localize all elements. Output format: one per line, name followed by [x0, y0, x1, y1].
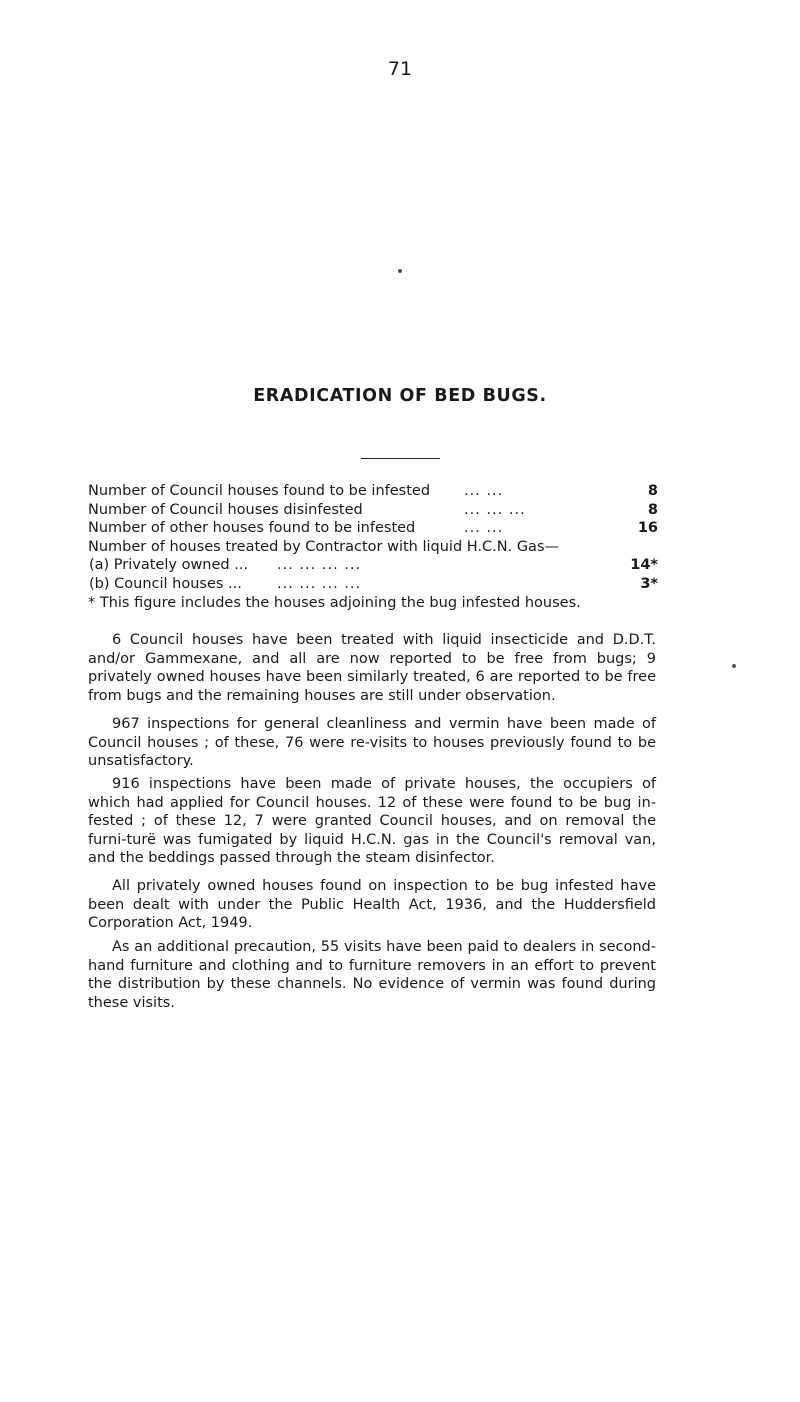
- stat-leader: ... ... ... ...: [277, 557, 362, 574]
- paragraph: 967 inspections for general cleanliness and vermin have been made of Council houses ; of these, 76 were re-visits to houses previously found to be unsatisfactory.: [88, 716, 656, 770]
- stat-leader: ... ... ... ...: [277, 575, 362, 592]
- stat-row: [88, 556, 658, 575]
- stat-label: Number of Council houses disinfested: [88, 501, 363, 518]
- stat-leader: ... ...: [464, 483, 504, 499]
- stray-mark: [732, 664, 736, 668]
- stat-leader: ... ... ...: [464, 501, 526, 518]
- stat-row: [88, 575, 658, 594]
- stat-row: [88, 482, 658, 501]
- page-title: ERADICATION OF BED BUGS.: [253, 386, 547, 406]
- stat-value: 14*: [630, 557, 658, 574]
- stat-value: 3*: [640, 575, 658, 592]
- stat-leader: [559, 538, 618, 557]
- stat-value: [618, 538, 658, 557]
- page-number: 71: [387, 58, 413, 80]
- stat-value: 8: [647, 483, 658, 499]
- statistics-list: [88, 482, 658, 612]
- stat-label: (a) Privately owned ...: [89, 557, 249, 574]
- stat-value: 8: [647, 501, 658, 518]
- stat-value: 16: [637, 520, 658, 537]
- stat-row: [88, 519, 658, 538]
- title-rule: [361, 458, 440, 459]
- paragraph: 6 Council houses have been treated with liquid insecticide and D.D.T. and/or Gammexane, and all are now reported to be free from bugs; 9 privately owned houses have been similarly treated, 6 are reported to be free from bugs and the remaining houses are still under observation.: [88, 632, 656, 704]
- footnote: * This figure includes the houses adjoining the bug infested houses.: [88, 594, 581, 611]
- paragraph: As an additional precaution, 55 visits have been paid to dealers in second-hand furniture and clothing and to furniture removers in an effort to prevent the distribution by these channels. No evidence of vermin was found during these visits.: [88, 939, 656, 1011]
- stat-label: Number of Council houses found to be infested: [88, 483, 431, 499]
- stray-mark: [398, 269, 402, 273]
- stat-label: Number of other houses found to be infested: [88, 520, 416, 537]
- stat-label: (b) Council houses ...: [89, 575, 242, 592]
- stat-label: Number of houses treated by Contractor with liquid H.C.N. Gas—: [88, 538, 559, 555]
- paragraph: 916 inspections have been made of private houses, the occupiers of which had applied for Council houses. 12 of these were found to be bug in-fested ; of these 12, 7 were granted Council houses, and on removal the furni-turë was fumigated by liquid H.C.N. gas in the Council's removal van, and the beddings passed through the steam disinfector.: [88, 776, 656, 867]
- stat-row: [88, 538, 658, 557]
- stat-leader: ... ...: [464, 520, 504, 537]
- stat-row: [88, 501, 658, 520]
- paragraph: All privately owned houses found on inspection to be bug infested have been dealt with under the Public Health Act, 1936, and the Huddersfield Corporation Act, 1949.: [88, 878, 656, 932]
